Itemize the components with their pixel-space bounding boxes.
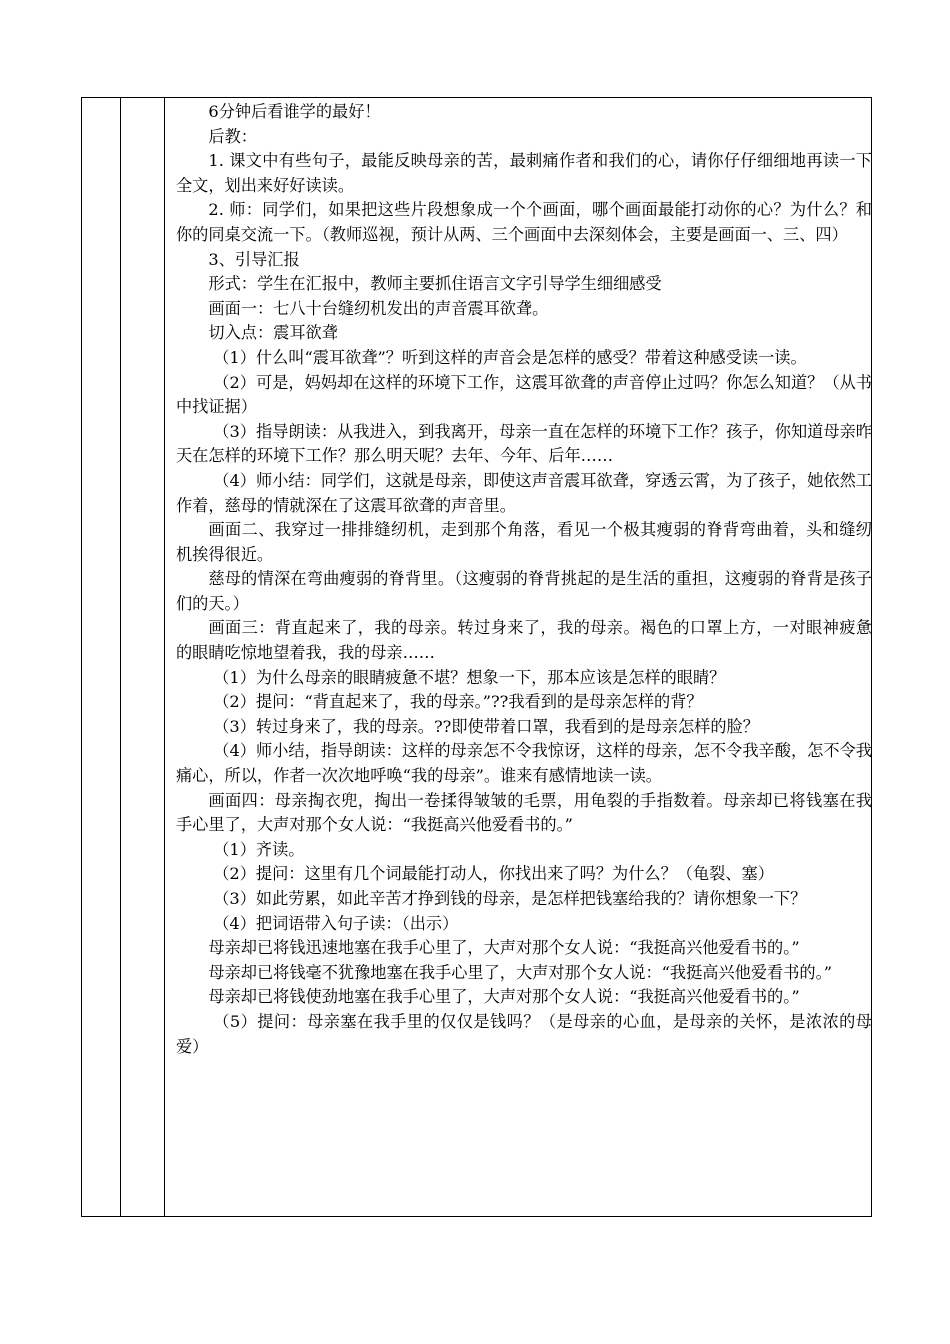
- paragraph: （3）转过身来了，我的母亲。??即使带着口罩，我看到的是母亲怎样的脸？: [213, 716, 759, 736]
- paragraph: （2）提问：“背直起来了，我的母亲。”??我看到的是母亲怎样的背？: [213, 692, 703, 712]
- paragraph: 1. 课文中有些句子，最能反映母亲的苦，最刺痛作者和我们的心，请你仔仔细细地再读一下全文，划出来好好读读。: [176, 151, 872, 195]
- paragraph: 母亲却已将钱迅速地塞在我手心里了，大声对那个女人说：“我挺高兴他爱看书的。”: [208, 938, 800, 958]
- paragraph: 画面二、我穿过一排排缝纫机，走到那个角落，看见一个极其瘦弱的脊背弯曲着，头和缝纫机挨得很近。: [176, 520, 872, 564]
- column-divider-2: [164, 98, 165, 1216]
- lesson-table: [81, 97, 872, 1217]
- paragraph: 母亲却已将钱毫不犹豫地塞在我手心里了，大声对那个女人说：“我挺高兴他爱看书的。”: [208, 962, 832, 982]
- paragraph: （4）把词语带入句子读：（出示）: [213, 913, 459, 933]
- paragraph: （3）指导朗读：从我进入，到我离开，母亲一直在怎样的环境下工作？孩子，你知道母亲昨天在怎样的环境下工作？那么明天呢？去年、今年、后年……: [176, 421, 872, 466]
- paragraph: 母亲却已将钱使劲地塞在我手心里了，大声对那个女人说：“我挺高兴他爱看书的。”: [208, 987, 800, 1007]
- paragraph: 3、引导汇报: [208, 249, 300, 269]
- paragraph: 6分钟后看谁学的最好！: [208, 102, 381, 121]
- paragraph: （1）为什么母亲的眼睛疲惫不堪？想象一下，那本应该是怎样的眼睛？: [213, 667, 726, 687]
- paragraph: （3）如此劳累，如此辛苦才挣到钱的母亲，是怎样把钱塞给我的？请你想象一下？: [213, 889, 807, 908]
- paragraph: 后教：: [208, 126, 257, 146]
- paragraph: （4）师小结：同学们，这就是母亲，即使这声音震耳欲聋，穿透云霄，为了孩子，她依然工作着，慈母的情就深在了这震耳欲聋的声音里。: [176, 470, 872, 515]
- paragraph: 切入点：震耳欲聋: [208, 323, 338, 343]
- paragraph: 画面三：背直起来了，我的母亲。转过身来了，我的母亲。褐色的口罩上方，一对眼神疲惫的眼睛吃惊地望着我，我的母亲……: [176, 618, 872, 663]
- paragraph: （4）师小结，指导朗读：这样的母亲怎不令我惊讶，这样的母亲，怎不令我辛酸，怎不令我痛心，所以，作者一次次地呼唤“我的母亲”。谁来有感情地读一读。: [176, 741, 872, 786]
- paragraph: 画面一：七八十台缝纫机发出的声音震耳欲聋。: [208, 298, 549, 318]
- paragraph: 慈母的情深在弯曲瘦弱的脊背里。（这瘦弱的脊背挑起的是生活的重担，这瘦弱的脊背是孩子们的天。）: [176, 569, 872, 613]
- lesson-content-cell: [172, 98, 872, 1059]
- paragraph: 形式：学生在汇报中，教师主要抓住语言文字引导学生细细感受: [208, 274, 662, 294]
- paragraph: 画面四：母亲掏衣兜，掏出一卷揉得皱皱的毛票，用龟裂的手指数着。母亲却已将钱塞在我手心里了，大声对那个女人说：“我挺高兴他爱看书的。”: [176, 790, 872, 835]
- paragraph: （1）齐读。: [213, 839, 305, 859]
- paragraph: （2）提问：这里有几个词最能打动人，你找出来了吗？为什么？（龟裂、塞）: [213, 864, 774, 884]
- paragraph: （2）可是，妈妈却在这样的环境下工作，这震耳欲聋的声音停止过吗？你怎么知道？（从书中找证据）: [176, 372, 872, 417]
- paragraph: （1）什么叫“震耳欲聋”？听到这样的声音会是怎样的感受？带着这种感受读一读。: [213, 347, 807, 367]
- paragraph: 2. 师：同学们，如果把这些片段想象成一个个画面，哪个画面最能打动你的心？为什么？和你的同桌交流一下。（教师巡视，预计从两、三个画面中去深刻体会，主要是画面一、三、四）: [176, 200, 872, 244]
- column-divider-1: [120, 98, 121, 1216]
- paragraph: （5）提问：母亲塞在我手里的仅仅是钱吗？（是母亲的心血，是母亲的关怀，是浓浓的母爱）: [176, 1011, 872, 1056]
